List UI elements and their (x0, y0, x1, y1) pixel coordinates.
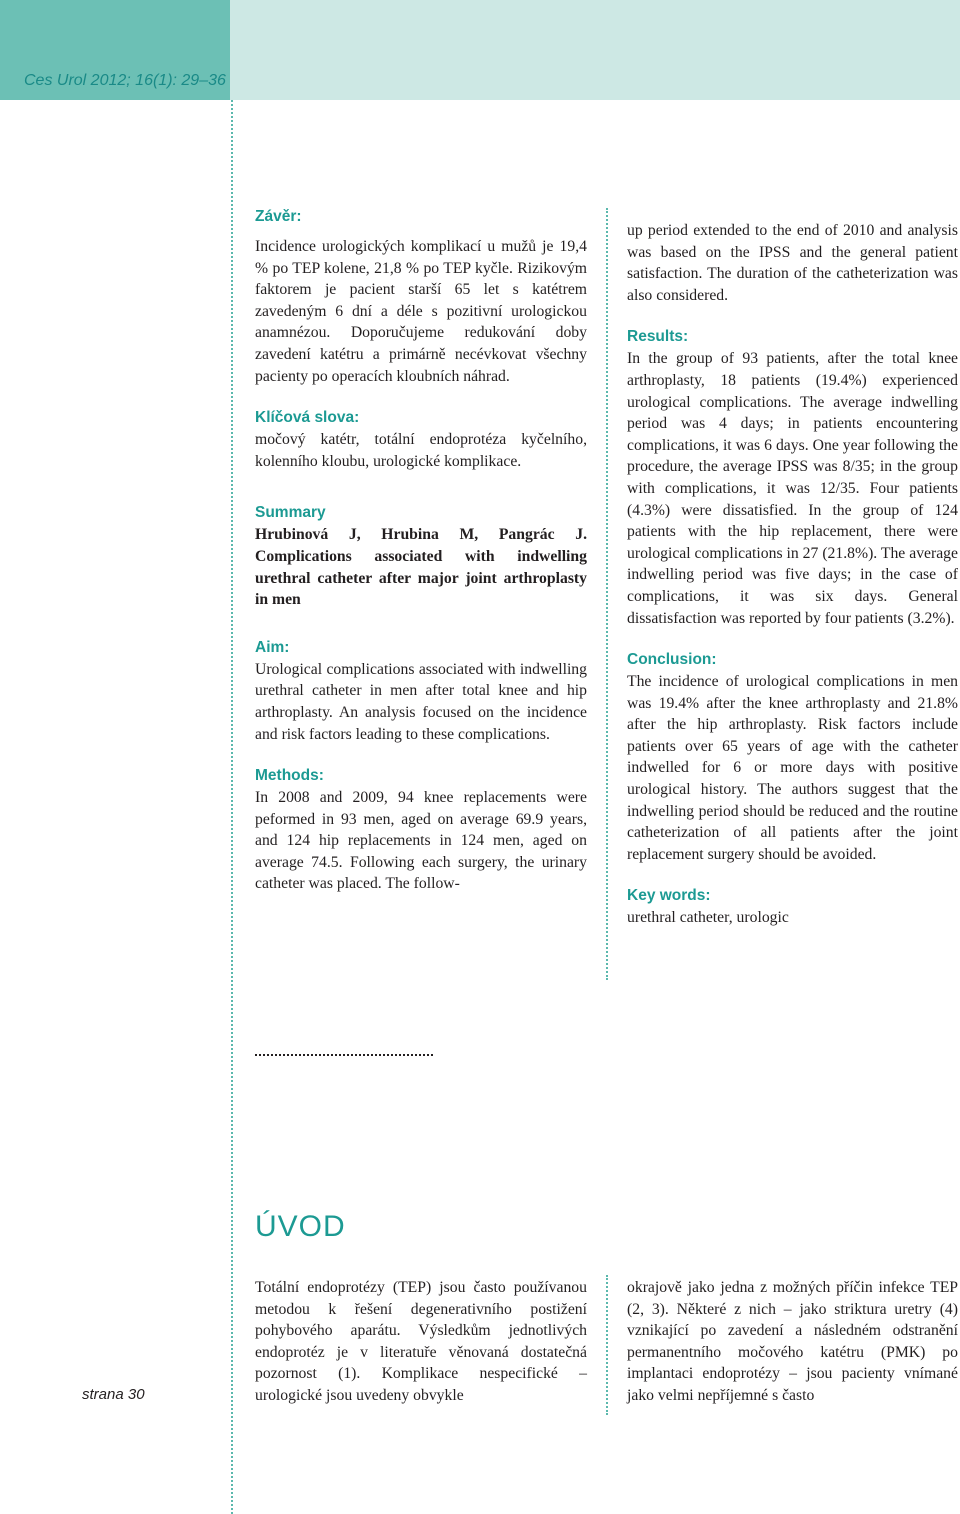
klicova-slova-text: močový katétr, totální endoprotéza kyčelního, kolenního kloubu, urologické komplikace. (255, 431, 587, 470)
column-rule (606, 208, 608, 980)
methods-text: In 2008 and 2009, 94 knee replacements were peformed in 93 men, aged on average 69.9 years, and 124 hip replacements in 124 men, aged on average 74.5. Following each surgery, the urinary catheter was placed. The follow- (255, 789, 587, 893)
methods-heading: Methods: (255, 767, 324, 785)
uvod-heading: ÚVOD (255, 1210, 346, 1243)
zaver-text: Incidence urologických komplikací u mužů je 19,4 % po TEP kolene, 21,8 % po TEP kyčle. Rizikovým faktorem je pacient starší 65 let s katétrem zavedeným 6 dní a déle s pozitivní urologickou anamnézou. Doporučujeme redukování doby zavedení katétru a primárně necévkovat všechny pacienty po operacích kloubních náhrad. (255, 238, 587, 385)
intro-left-column (255, 1277, 587, 1407)
intro-text-left: Totální endoprotézy (TEP) jsou často používanou metodou k řešení degenerativního postižení pohybového aparátu. Výsledkům jednotlivých endoprotéz je v literatuře věnovaná dostatečná pozornost (1). Komplikace nespecifické – urologické jsou uvedeny obvykle (255, 1279, 587, 1404)
klicova-slova-heading: Klíčová slova: (255, 409, 360, 427)
journal-citation: Ces Urol 2012; 16(1): 29–36 (24, 72, 226, 89)
margin-rule (231, 100, 233, 1514)
header-band-light (230, 0, 960, 100)
results-text: In the group of 93 patients, after the total knee arthroplasty, 18 patients (19.4%) experienced urological complications. The average indwelling period was 4 days; in patients encountering complications, it was 6 days. One year following the procedure, the average IPSS was 8/35; in the group with complications, it was 12/35. Four patients (4.3%) were dissatisfied. In the group of 124 patients with the hip replacement, there were urological complications in 27 (21.8%). The average indwelling period was five days; in the case of complications, it was six days. General dissatisfaction was reported by four patients (3.2%). (627, 350, 958, 627)
section-separator (255, 1054, 433, 1056)
summary-citation: Hrubinová J, Hrubina M, Pangrác J. Complications associated with indwelling urethral catheter after major joint arthroplasty in men (255, 526, 587, 609)
results-heading: Results: (627, 328, 689, 346)
conclusion-text: The incidence of urological complications in men was 19.4% after the knee arthroplasty and 21.8% after the hip arthroplasty. Risk factors include patients over 65 years of age with the catheter indwelled for 6 or more days with positive urological history. The authors suggest that the indwelling period should be reduced and the routine catheterization of all patients after the joint replacement surgery should be avoided. (627, 673, 958, 863)
conclusion-heading: Conclusion: (627, 651, 717, 669)
column-rule-lower (606, 1275, 608, 1415)
abstract-right-column (627, 220, 958, 929)
key-words-heading: Key words: (627, 887, 711, 905)
abstract-left-column (255, 206, 587, 895)
intro-text-right: okrajově jako jedna z možných příčin infekce TEP (2, 3). Některé z nich – jako striktura uretry (4) vznikající po zavedení a následném odstranění permanentního močového katétru (PMK) po implantaci endoprotézy – jsou pacienty vnímané jako velmi nepříjemné s často (627, 1279, 958, 1404)
aim-text: Urological complications associated with indwelling urethral catheter in men after total knee and hip arthroplasty. An analysis focused on the incidence and risk factors leading to these complications. (255, 660, 587, 743)
methods-continued-text: up period extended to the end of 2010 and analysis was based on the IPSS and the general patient satisfaction. The duration of the catheterization was also considered. (627, 222, 958, 304)
summary-heading: Summary (255, 504, 326, 522)
intro-right-column (627, 1277, 958, 1407)
aim-heading: Aim: (255, 638, 290, 656)
zaver-heading: Závěr: (255, 208, 302, 225)
page-number: strana 30 (82, 1386, 145, 1403)
key-words-text: urethral catheter, urologic (627, 909, 789, 927)
